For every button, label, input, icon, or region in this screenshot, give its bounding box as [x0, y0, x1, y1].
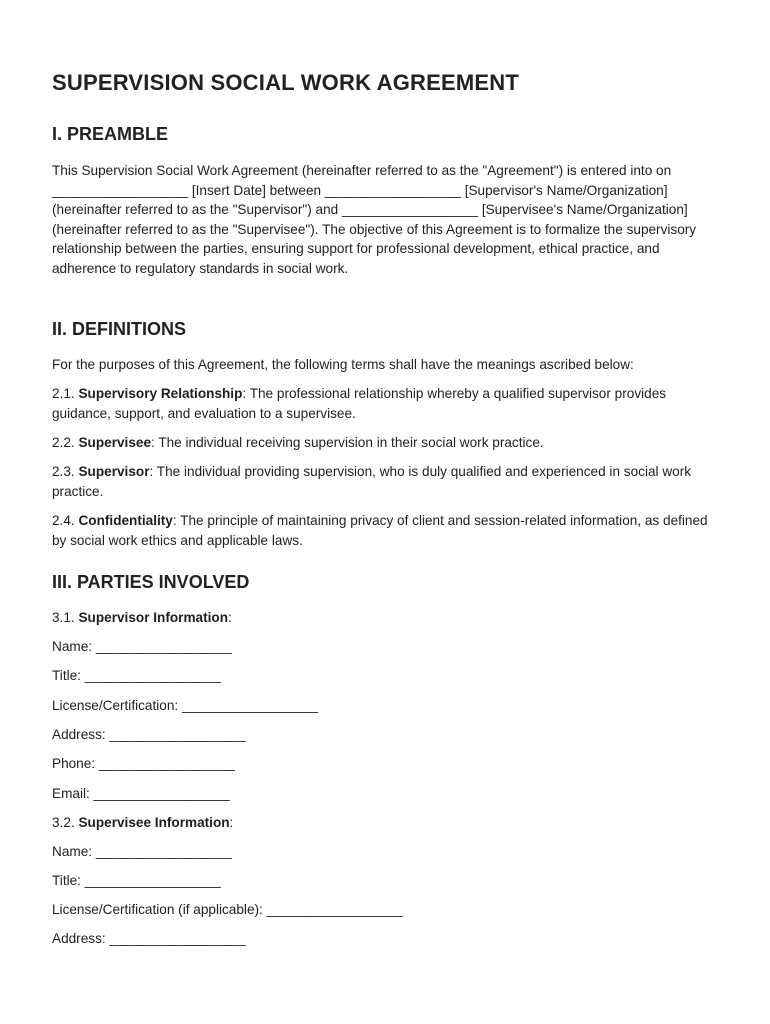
section-number: 3.2. [52, 815, 75, 830]
supervisor-info-heading [52, 608, 232, 628]
preamble-text: This Supervision Social Work Agreement (hereinafter referred to as the "Agreement") is entered into on __________________ [Insert Date] between __________________ [Supervisor's Name/Organization] (hereinafter referred to as the "Supervisor") and __________________ [Supervisee's Name/Organization] (hereinafter referred to as the "Supervisee"). The objective of this Agreement is to formalize the supervisory relationship between the parties, ensuring support for professional development, ethical practice, and adherence to regulatory standards in social work. [52, 163, 697, 276]
definitions-intro: For the purposes of this Agreement, the following terms shall have the meanings ascribed below: [52, 357, 634, 372]
supervisee-address-field[interactable]: Address: __________________ [52, 931, 246, 946]
definition-item [52, 511, 722, 550]
definition-text: : The individual providing supervision, who is duly qualified and experienced in social work practice. [52, 464, 692, 499]
definition-text: : The principle of maintaining privacy of client and session-related information, as defined by social work ethics and applicable laws. [52, 513, 708, 548]
definition-term: Supervisory Relationship [78, 386, 243, 401]
section-number: 3.1. [52, 610, 75, 625]
parties-heading: III. PARTIES INVOLVED [52, 572, 250, 592]
definition-item [52, 384, 722, 423]
section-colon: : [228, 610, 232, 625]
supervisee-license-field[interactable]: License/Certification (if applicable): __________________ [52, 902, 403, 917]
supervisor-email-field[interactable]: Email: __________________ [52, 786, 230, 801]
definition-term: Confidentiality [78, 513, 173, 528]
definition-number: 2.4. [52, 513, 75, 528]
supervisee-name-field[interactable]: Name: __________________ [52, 844, 232, 859]
supervisor-license-field[interactable]: License/Certification: __________________ [52, 698, 319, 713]
section-label: Supervisee Information [78, 815, 230, 830]
definition-term: Supervisee [78, 435, 152, 450]
supervisee-info-heading [52, 813, 233, 833]
supervisor-address-field[interactable]: Address: __________________ [52, 727, 246, 742]
supervisor-phone-field[interactable]: Phone: __________________ [52, 756, 235, 771]
document-title: SUPERVISION SOCIAL WORK AGREEMENT [52, 70, 520, 95]
supervisor-title-field[interactable]: Title: __________________ [52, 668, 221, 683]
supervisee-title-field[interactable]: Title: __________________ [52, 873, 221, 888]
definitions-heading: II. DEFINITIONS [52, 319, 187, 339]
section-colon: : [229, 815, 234, 830]
preamble-heading: I. PREAMBLE [52, 124, 169, 144]
definition-number: 2.1. [52, 386, 75, 401]
definition-number: 2.2. [52, 435, 75, 450]
definition-number: 2.3. [52, 464, 75, 479]
definition-item [52, 462, 722, 501]
definition-item [52, 433, 722, 453]
definition-text: : The individual receiving supervision in their social work practice. [151, 435, 544, 450]
supervisor-name-field[interactable]: Name: __________________ [52, 639, 232, 654]
section-label: Supervisor Information [78, 610, 229, 625]
definition-term: Supervisor [78, 464, 150, 479]
definition-text: : The professional relationship whereby a qualified supervisor provides guidance, support, and evaluation to a supervisee. [52, 386, 667, 421]
